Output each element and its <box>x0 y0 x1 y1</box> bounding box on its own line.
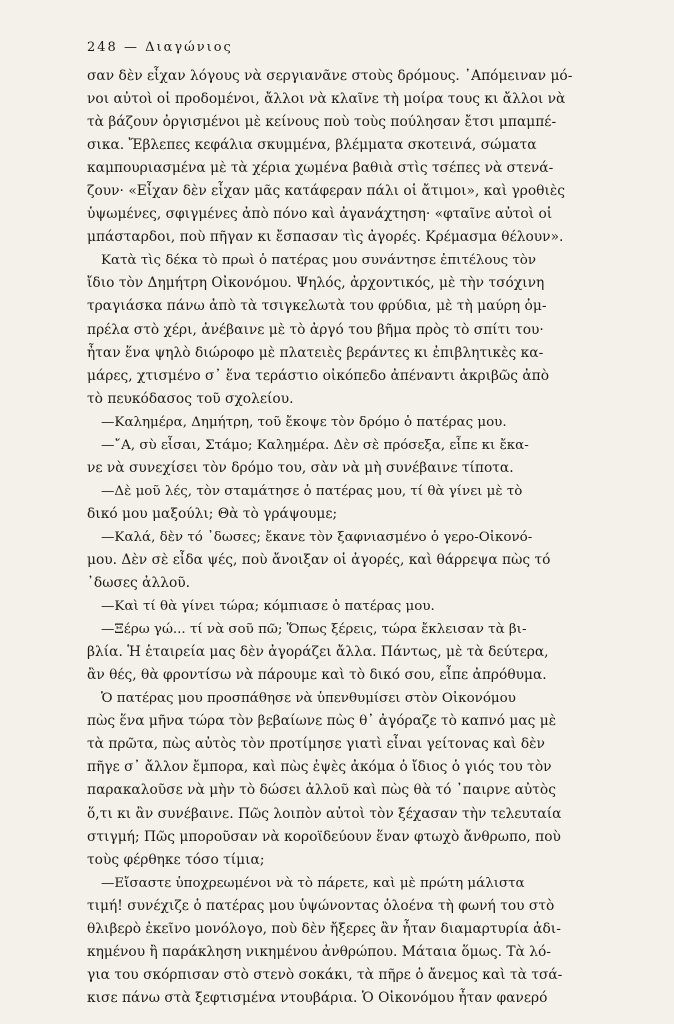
text-line: —῎Α, σὺ εἶσαι, Στάμο; Καλημέρα. Δὲν σὲ πρόσεξα, εἶπε κι ἔκα- <box>101 437 529 453</box>
text-line: τοὺς φέρθηκε τόσο τίμια; <box>87 851 265 868</box>
text-line: για του σκόρπισαν στὸ στενὸ σοκάκι, τὰ πῆρε ὁ ἄνεμος καὶ τὰ τσά- <box>87 966 563 983</box>
text-line: σικα. Ἔβλεπες κεφάλια σκυμμένα, βλέμματα σκοτεινά, σώματα <box>87 137 537 154</box>
text-line: Ὁ πατέρας μου προσπάθησε νὰ ὑπενθυμίσει στὸν Οἰκονόμου <box>101 691 516 707</box>
text-line: ᾿δωσες ἀλλοῦ. <box>87 575 191 592</box>
text-line: μάρες, χτισμένο σ᾿ ἕνα τεράστιο οἰκόπεδο ἀπέναντι ἀκριβῶς ἀπὸ <box>87 367 550 384</box>
running-header: 248 — Διαγώνιος <box>87 40 233 55</box>
text-line: θλιβερὸ ἐκεῖνο μονόλογο, ποὺ δὲν ἤξερες ἂν ἦταν διαμαρτυρία ἀδι- <box>87 920 561 937</box>
text-line: δικό μου μαξούλι; Θὰ τὸ γράψουμε; <box>87 505 338 522</box>
text-line: —Καὶ τί θὰ γίνει τώρα; κόμπιασε ὁ πατέρας μου. <box>101 599 435 615</box>
text-line: τὰ βάζουν ὀργισμένοι μὲ κείνους ποὺ τοὺς πούλησαν ἔτσι μπαμπέ- <box>87 114 557 131</box>
text-line: κημένου ἢ παράκληση νικημένου ἀνθρώπου. Μάταια ὅμως. Τὰ λό- <box>87 943 551 960</box>
text-line: σαν δὲν εἶχαν λόγους νὰ σεργιανᾶνε στοὺς δρόμους. ᾿Απόμειναν μό- <box>87 68 573 84</box>
text-line: νε νὰ συνεχίσει τὸν δρόμο του, σὰν νὰ μὴ συνέβαινε τίποτα. <box>87 459 514 476</box>
text-line: Κατὰ τὶς δέκα τὸ πρωὶ ὁ πατέρας μου συνάντησε ἐπιτέλους τὸν <box>101 253 537 269</box>
text-line: ὑψωμένες, σφιγμένες ἀπὸ πόνο καὶ ἀγανάχτηση· «φταῖνε αὐτοὶ οἱ <box>87 206 553 223</box>
text-line: —Καλημέρα, Δημήτρη, τοῦ ἔκοψε τὸν δρόμο ὁ πατέρας μου. <box>101 414 507 430</box>
text-line: μου. Δὲν σὲ εἶδα ψές, ποὺ ἄνοιξαν οἱ ἀγορές, καὶ θάρρεψα πὼς τό <box>87 551 551 568</box>
text-line: πὼς ἕνα μῆνα τώρα τὸν βεβαίωνε πὼς θ᾿ ἀγόραζε τὸ καπνό μας μὲ <box>87 713 557 730</box>
text-line: τὰ πρῶτα, πὼς αὐτὸς τὸν προτίμησε γιατὶ εἶναι γείτονας καὶ δὲν <box>87 736 545 753</box>
text-line: παρακαλοῦσε νὰ μὴν τὸ δώσει ἀλλοῦ καὶ πὼς θὰ τό ᾿παιρνε αὐτὸς <box>87 782 556 799</box>
text-line: στιγμή; Πῶς μποροῦσαν νὰ κοροϊδεύουν ἕναν φτωχὸ ἄνθρωπο, ποὺ <box>87 828 561 845</box>
text-line: —Δὲ μοῦ λές, τὸν σταμάτησε ὁ πατέρας μου, τί θὰ γίνει μὲ τὸ <box>101 483 523 499</box>
text-line: κισε πάνω στὰ ξεφτισμένα ντουβάρια. Ὁ Οἰκονόμου ἦταν φανερό <box>87 989 548 1006</box>
text-line: τιμή! συνέχιζε ὁ πατέρας μου ὑψώνοντας ὁλοένα τὴ φωνή του στὸ <box>87 897 555 914</box>
text-line: ἂν θές, θὰ φροντίσω νὰ πάρουμε καὶ τὸ δικό σου, εἶπε ἀπρόθυμα. <box>87 667 547 684</box>
text-line: ἴδιο τὸν Δημήτρη Οἰκονόμου. Ψηλός, ἀρχοντικός, μὲ τὴν τσόχινη <box>87 275 545 292</box>
body-text <box>87 65 614 1010</box>
text-line: τραγιάσκα πάνω ἀπὸ τὰ τσιγκελωτὰ του φρύδια, μὲ τὴ μαύρη ὀμ- <box>87 298 547 315</box>
text-line: ἦταν ἕνα ψηλὸ διώροφο μὲ πλατειὲς βεράντες κι ἐπιβλητικὲς κα- <box>87 344 544 361</box>
text-line: τὸ πευκόδασος τοῦ σχολείου. <box>87 390 294 407</box>
text-line: πῆγε σ᾿ ἄλλον ἔμπορα, καὶ πὼς ἐψὲς ἀκόμα ὁ ἴδιος ὁ γιός του τὸν <box>87 759 552 776</box>
text-line: —Εἴσαστε ὑποχρεωμένοι νὰ τὸ πάρετε, καὶ μὲ πρώτη μάλιστα <box>101 875 525 891</box>
text-line: ζουν· «Εἶχαν δὲν εἶχαν μᾶς κατάφεραν πάλι οἱ ἄτιμοι», καὶ γροθιὲς <box>87 183 566 200</box>
text-line: νοι αὐτοὶ οἱ προδομένοι, ἄλλοι νὰ κλαῖνε τὴ μοίρα τους κι ἄλλοι νὰ <box>87 91 566 108</box>
text-line: —Καλά, δὲν τό ᾿δωσες; ἔκανε τὸν ξαφνιασμένο ὁ γερο-Οἰκονό- <box>101 529 533 545</box>
text-line: μπάσταρδοι, ποὺ πῆγαν κι ἔσπασαν τὶς ἀγορές. Κρέμασμα θέλουν». <box>87 229 564 246</box>
text-line: ὅ,τι κι ἂν συνέβαινε. Πῶς λοιπὸν αὐτοὶ τὸν ξέχασαν τὴν τελευταία <box>87 805 562 822</box>
text-line: —Ξέρω γώ... τί νὰ σοῦ πῶ; Ὅπως ξέρεις, τώρα ἔκλεισαν τὰ βι- <box>101 622 527 638</box>
text-line: καμπουριασμένα μὲ τὰ χέρια χωμένα βαθιὰ στὶς τσέπες νὰ στενά- <box>87 160 554 177</box>
text-line: βλία. Ἡ ἑταιρεία μας δὲν ἀγοράζει ἄλλα. Πάντως, μὲ τὰ δεύτερα, <box>87 644 549 661</box>
text-line: πρέλα στὸ χέρι, ἀνέβαινε μὲ τὸ ἀργό του βῆμα πρὸς τὸ σπίτι του· <box>87 321 544 338</box>
